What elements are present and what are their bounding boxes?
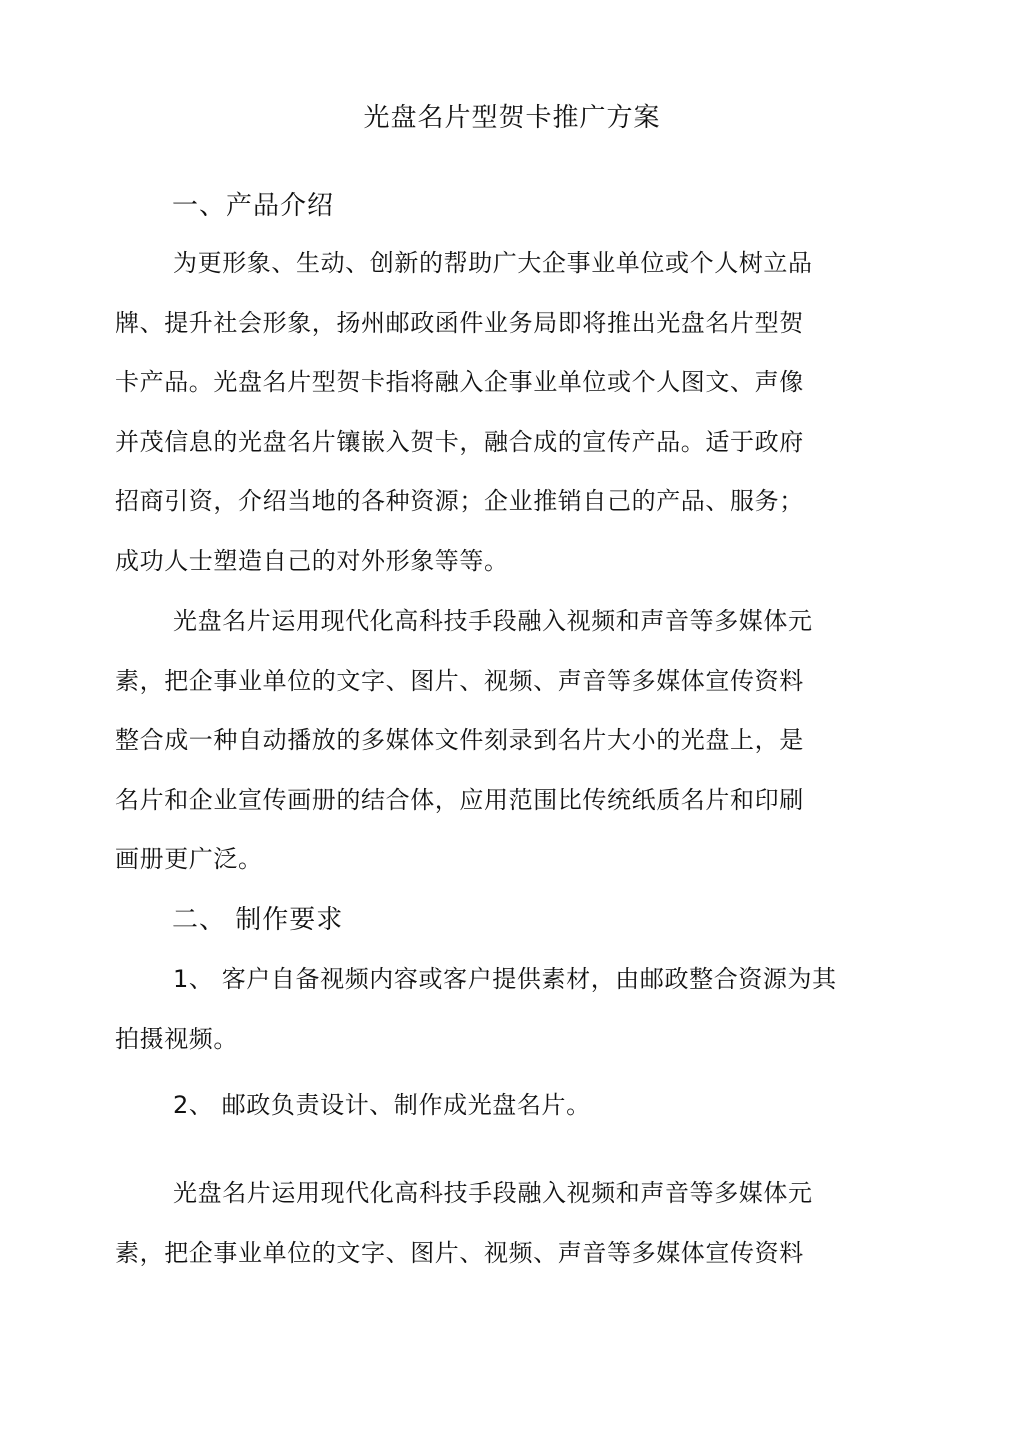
paragraph-line: 为更形象、生动、创新的帮助广大企事业单位或个人树立品 <box>173 249 813 277</box>
paragraph-line: 名片和企业宣传画册的结合体，应用范围比传统纸质名片和印刷 <box>115 785 804 814</box>
paragraph-line: 2、 邮政负责设计、制作成光盘名片。 <box>173 1091 591 1119</box>
paragraph-line: 1、 客户自备视频内容或客户提供素材，由邮政整合资源为其 <box>173 965 837 993</box>
paragraph-requirement-1 <box>115 950 875 1069</box>
section-heading-product-intro: 一、产品介绍 <box>172 191 335 221</box>
paragraph-cd-card-desc-repeat <box>115 1164 875 1283</box>
paragraph-line: 招商引资，介绍当地的各种资源；企业推销自己的产品、服务； <box>115 487 804 515</box>
paragraph-line: 光盘名片运用现代化高科技手段融入视频和声音等多媒体元 <box>173 1179 813 1207</box>
paragraph-line: 素，把企事业单位的文字、图片、视频、声音等多媒体宣传资料 <box>115 666 804 695</box>
paragraph-cd-card-desc <box>115 592 875 890</box>
paragraph-line: 并茂信息的光盘名片镶嵌入贺卡，融合成的宣传产品。适于政府 <box>115 427 804 456</box>
paragraph-line: 画册更广泛。 <box>115 845 263 873</box>
paragraph-line: 卡产品。光盘名片型贺卡指将融入企事业单位或个人图文、声像 <box>115 368 804 396</box>
section-heading-production-requirements: 二、 制作要求 <box>172 905 344 935</box>
paragraph-requirement-2 <box>115 1076 875 1136</box>
paragraph-line: 光盘名片运用现代化高科技手段融入视频和声音等多媒体元 <box>173 607 813 635</box>
paragraph-line: 牌、提升社会形象，扬州邮政函件业务局即将推出光盘名片型贺 <box>115 308 804 337</box>
document-title: 光盘名片型贺卡推广方案 <box>363 103 661 133</box>
paragraph-line: 素，把企事业单位的文字、图片、视频、声音等多媒体宣传资料 <box>115 1238 804 1267</box>
paragraph-intro <box>115 234 875 591</box>
paragraph-line: 整合成一种自动播放的多媒体文件刻录到名片大小的光盘上，是 <box>115 726 804 754</box>
paragraph-line: 拍摄视频。 <box>115 1024 238 1053</box>
paragraph-line: 成功人士塑造自己的对外形象等等。 <box>115 546 509 575</box>
